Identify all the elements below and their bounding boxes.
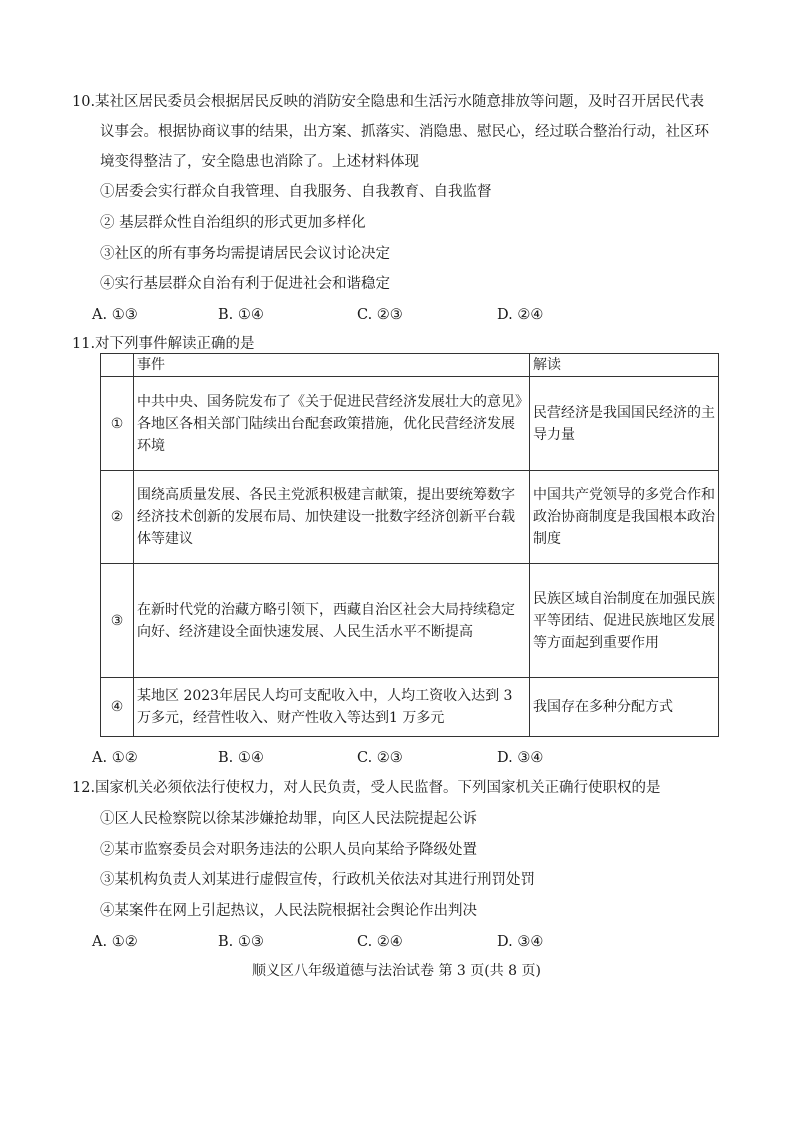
- row-number: ④: [101, 678, 134, 737]
- row-number: ①: [101, 377, 134, 471]
- row-interpretation: 民族区域自治制度在加强民族平等团结、促进民族地区发展等方面起到重要作用: [530, 564, 719, 678]
- q12-statement-2: ②某市监察委员会对职务违法的公职人员向某给予降级处置: [100, 842, 477, 858]
- q12-option-b[interactable]: B. ①③: [218, 934, 264, 950]
- row-number: ②: [101, 471, 134, 564]
- table-row: [101, 471, 719, 564]
- q10-statement-3: ③社区的所有事务均需提请居民会议讨论决定: [100, 246, 390, 262]
- q10-option-d[interactable]: D. ②④: [497, 307, 544, 323]
- q12-option-a[interactable]: A. ①②: [92, 934, 138, 950]
- row-interpretation: 民营经济是我国国民经济的主导力量: [530, 377, 719, 471]
- table-header-row: [101, 354, 719, 377]
- q11-table: [100, 353, 719, 737]
- table-row: [101, 564, 719, 678]
- row-event: 在新时代党的治藏方略引领下，西藏自治区社会大局持续稳定向好、经济建设全面快速发展、人民生活水平不断提高: [134, 564, 530, 678]
- q10-statement-1: ①居委会实行群众自我管理、自我服务、自我教育、自我监督: [100, 184, 492, 200]
- q10-stem-line-2: 议事会。根据协商议事的结果，出方案、抓落实、消隐患、慰民心，经过联合整治行动，社区环: [100, 124, 709, 140]
- table-header-event: 事件: [134, 354, 530, 377]
- q11-options: [0, 748, 793, 768]
- row-event: 某地区 2023年居民人均可支配收入中，人均工资收入达到 3 万多元，经营性收入、财产性收入等达到1 万多元: [134, 678, 530, 737]
- q12-stem: 12.国家机关必须依法行使权力，对人民负责，受人民监督。下列国家机关正确行使职权的是: [72, 780, 661, 796]
- q11-stem: 11.对下列事件解读正确的是: [72, 336, 255, 352]
- q12-statement-4: ④某案件在网上引起热议，人民法院根据社会舆论作出判决: [100, 903, 477, 919]
- table-row: [101, 377, 719, 471]
- table-header-num: [101, 354, 134, 377]
- q10-stem-line-3: 境变得整洁了，安全隐患也消除了。上述材料体现: [100, 154, 419, 170]
- table-header-interp: 解读: [530, 354, 719, 377]
- row-event: 中共中央、国务院发布了《关于促进民营经济发展壮大的意见》各地区各相关部门陆续出台配套政策措施，优化民营经济发展环境: [134, 377, 530, 471]
- q11-option-a[interactable]: A. ①②: [92, 750, 138, 766]
- q10-options: [0, 305, 793, 325]
- q12-option-c[interactable]: C. ②④: [357, 934, 403, 950]
- q10-option-a[interactable]: A. ①③: [92, 307, 138, 323]
- row-interpretation: 我国存在多种分配方式: [530, 678, 719, 737]
- q10-option-b[interactable]: B. ①④: [218, 307, 264, 323]
- row-interpretation: 中国共产党领导的多党合作和政治协商制度是我国根本政治制度: [530, 471, 719, 564]
- q11-option-b[interactable]: B. ①④: [218, 750, 264, 766]
- q12-statement-1: ①区人民检察院以徐某涉嫌抢劫罪，向区人民法院提起公诉: [100, 811, 477, 827]
- row-event: 围绕高质量发展、各民主党派积极建言献策，提出要统筹数字经济技术创新的发展布局、加快建设一批数字经济创新平台载体等建议: [134, 471, 530, 564]
- q10-stem-line-1: 10.某社区居民委员会根据居民反映的消防安全隐患和生活污水随意排放等问题，及时召开居民代表: [72, 94, 705, 110]
- q12-options: [0, 932, 793, 952]
- q10-statement-2: ② 基层群众性自治组织的形式更加多样化: [100, 215, 366, 231]
- q11-option-d[interactable]: D. ③④: [497, 750, 544, 766]
- q12-option-d[interactable]: D. ③④: [497, 934, 544, 950]
- q10-statement-4: ④实行基层群众自治有利于促进社会和谐稳定: [100, 276, 390, 292]
- q10-option-c[interactable]: C. ②③: [357, 307, 403, 323]
- q11-option-c[interactable]: C. ②③: [357, 750, 403, 766]
- row-number: ③: [101, 564, 134, 678]
- page-footer: 顺义区八年级道德与法治试卷 第 3 页(共 8 页): [252, 963, 541, 979]
- q12-statement-3: ③某机构负责人刘某进行虚假宣传，行政机关依法对其进行刑罚处罚: [100, 872, 535, 888]
- table-row: [101, 678, 719, 737]
